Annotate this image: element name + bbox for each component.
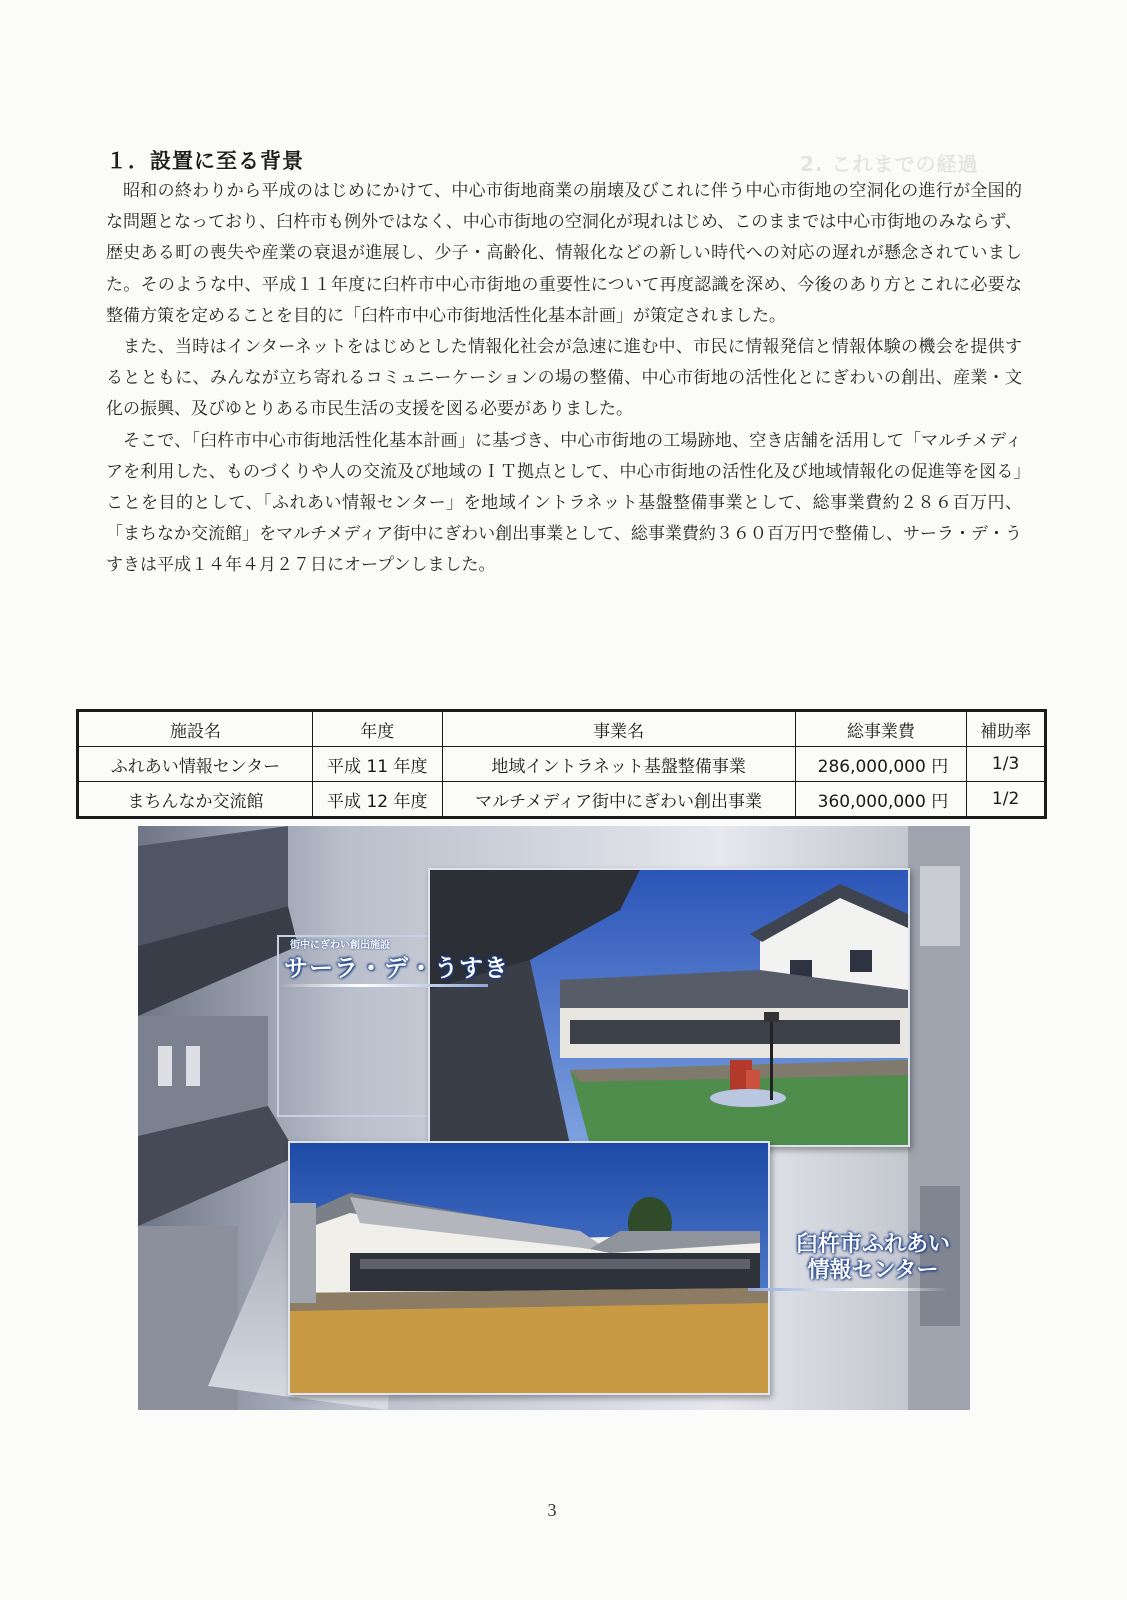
section-heading: １．設置に至る背景 [106,149,304,173]
header-project-name: 事業名 [442,711,795,747]
sala-de-usuki-photo [428,868,910,1147]
fureai-info-center-photo [288,1141,770,1395]
cell-project-name: マルチメディア街中にぎわい創出事業 [442,782,795,818]
cell-total-cost: 360,000,000 円 [795,782,967,818]
cell-fiscal-year: 平成 12 年度 [312,782,442,818]
paragraph: また、当時はインターネットをはじめとした情報化社会が急速に進む中、市民に情報発信と情報体験の機会を提供するとともに、みんなが立ち寄れるコミュニーケーションの場の整備、中心市街地の活性化とにぎわいの創出、産業・文化の振興、及びゆとりある市民生活の支援を図る必要がありました。 [106,337,1022,420]
sala-de-usuki-subtitle: 街中にぎわい創出施設 [290,940,390,951]
caption-underline [278,984,488,987]
cell-project-name: 地域イントラネット基盤整備事業 [442,747,795,782]
photo-collage [138,826,970,1410]
header-facility-name: 施設名 [78,711,313,747]
cell-facility-name: まちんなか交流館 [78,782,313,818]
table-row [78,782,1046,818]
fureai-info-center-caption [778,1232,968,1284]
paragraph: そこで、「臼杵市中心市街地活性化基本計画」に基づき、中心市街地の工場跡地、空き店舗を活用して「マルチメディアを利用した、ものづくりや人の交流及び地域のＩＴ拠点として、中心市街地の活性化及び地域情報化の促進等を図る」ことを目的として、「ふれあい情報センター」を地域イントラネット基盤整備事業として、総事業費約２８６百万円、「まちなか交流館」をマルチメディア街中にぎわい創出事業として、総事業費約３６０百万円で整備し、サーラ・デ・うすきは平成１４年４月２７日にオープンしました。 [106,430,1022,576]
caption-underline [748,1288,948,1291]
table-row [78,747,1046,782]
header-subsidy-rate: 補助率 [967,711,1046,747]
page-number: 3 [547,1500,557,1520]
cell-subsidy-rate: 1/2 [967,782,1046,818]
header-fiscal-year: 年度 [312,711,442,747]
bleed-through-text: 2. これまでの経過 [800,152,979,176]
cell-subsidy-rate: 1/3 [967,747,1046,782]
paragraph: 昭和の終わりから平成のはじめにかけて、中心市街地商業の崩壊及びこれに伴う中心市街地の空洞化の進行が全国的な問題となっており、臼杵市も例外ではなく、中心市街地の空洞化が現れはじめ、このままでは中心市街地のみならず、歴史ある町の喪失や産業の衰退が進展し、少子・高齢化、情報化などの新しい時代への対応の遅れが懸念されていました。そのような中、平成１１年度に臼杵市中心市街地の重要性について再度認識を深め、今後のあり方とこれに必要な整備方策を定めることを目的に「臼杵市中心市街地活性化基本計画」が策定されました。 [106,181,1022,326]
caption-line: 情報センター [807,1258,939,1283]
project-table [76,709,1047,819]
caption-line: 臼杵市ふれあい [795,1232,950,1257]
sala-de-usuki-caption: サーラ・デ・うすき [284,954,509,982]
table-header-row [78,711,1046,747]
cell-total-cost: 286,000,000 円 [795,747,967,782]
cell-fiscal-year: 平成 11 年度 [312,747,442,782]
body-text [106,176,1022,582]
cell-facility-name: ふれあい情報センター [78,747,313,782]
header-total-cost: 総事業費 [795,711,967,747]
